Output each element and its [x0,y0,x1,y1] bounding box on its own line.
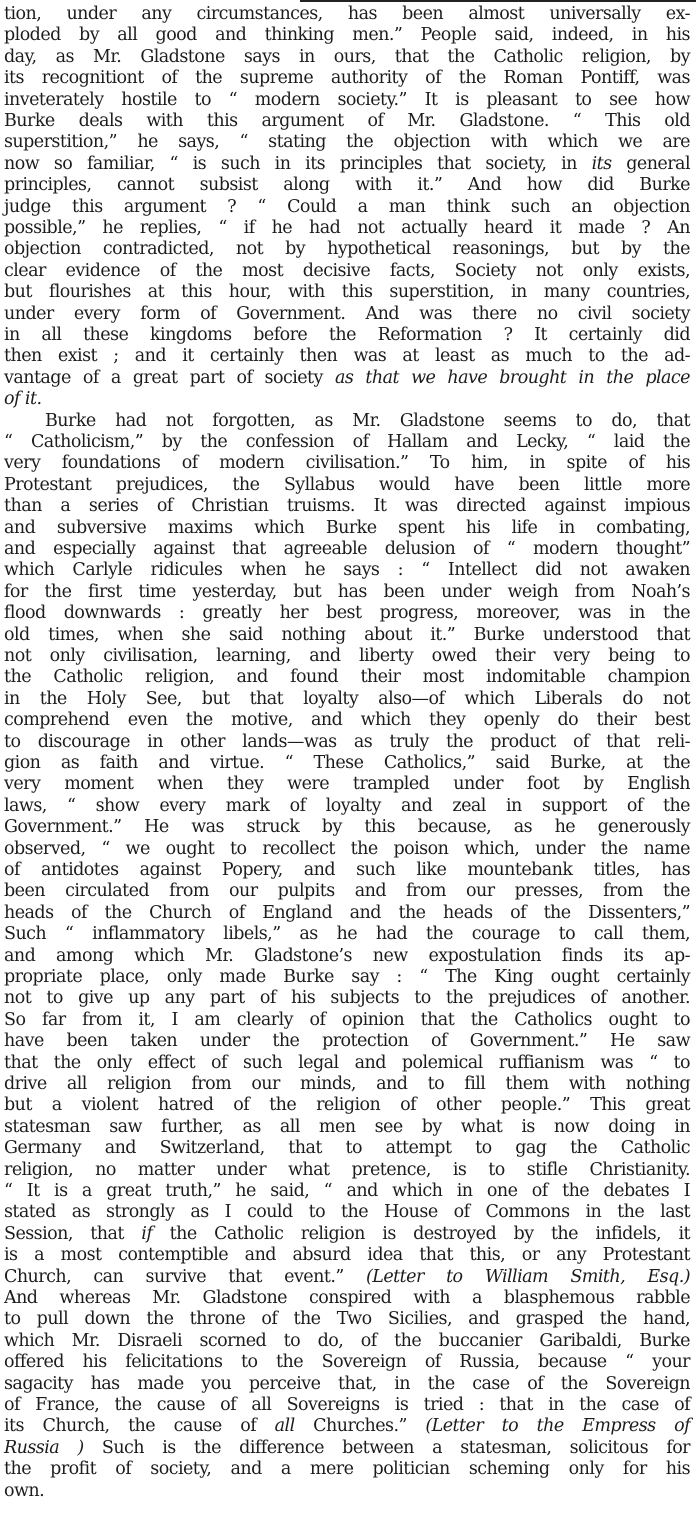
text-line [4,1223,690,1245]
text-line [4,1116,690,1138]
text-line [4,538,690,560]
text-line [4,1201,690,1223]
text-line [4,196,690,218]
text-line [4,987,690,1009]
italic-text: as that we have brought in the place [334,367,690,388]
italic-text: Russia ) [4,1437,84,1458]
text-run: very foundations of modern civilisation.” To him, in spite of his [4,453,690,474]
text-run: under every form of Government. And was there no civil society [4,303,690,324]
text-line [4,1458,690,1480]
text-line [4,1373,690,1395]
text-line [4,495,690,517]
text-line [4,1244,690,1266]
text-line [4,1266,690,1288]
text-run: laws, “ show every mark of loyalty and zeal in support of the [4,795,690,816]
text-run: sagacity has made you perceive that, in the case of the Sovereign [4,1373,690,1394]
text-run: which Mr. Disraeli scorned to do, of the buccanier Garibaldi, Burke [4,1330,690,1351]
text-run: for the first time yesterday, but has been under weigh from Noah’s [4,581,690,602]
text-run: old times, when she said nothing about it.” Burke understood that [4,624,690,645]
text-run: Germany and Switzerland, that to attempt to gag the Catholic [4,1138,690,1159]
text-run: is a most contemptible and absurd idea that this, or any Protestant [4,1245,690,1266]
text-line [4,945,690,967]
text-run: drive all religion from our minds, and to fill them with nothing [4,1074,690,1094]
text-line [4,1159,690,1181]
text-line [4,1052,690,1074]
text-run: now so familiar, “ is such in its principles that society, in [4,153,592,174]
text-run: And whereas Mr. Gladstone conspired with a blasphemous rabble [4,1288,690,1308]
text-line [4,367,690,389]
text-run: in the Holy See, but that loyalty also—of which Liberals do not [4,688,690,709]
text-line [4,902,690,924]
italic-text: its [591,153,612,174]
text-line [4,517,690,539]
text-run: general [611,153,690,174]
text-line [4,238,690,260]
text-line [4,559,690,581]
text-run: principles, cannot subsist along with it.” And how did Burke [4,175,690,196]
text-line [4,816,690,838]
text-run: have been taken under the protection of Government.” He saw [4,1031,690,1052]
text-line [4,923,690,945]
text-line [4,731,690,753]
text-line [4,1030,690,1052]
text-line [4,1073,690,1095]
text-run: the Catholic religion, and found their most indomitable champion [4,667,690,688]
text-run: inveterately hostile to “ modern society.” It is pleasant to see how [4,89,690,110]
text-run: than a series of Christian truisms. It was directed against impious [4,496,690,517]
text-line [4,1394,690,1416]
text-run: in all these kingdoms before the Reformation ? It certainly did [4,325,690,345]
text-run: then exist ; and it certainly then was at least as much to the ad- [4,346,690,367]
text-run: observed, “ we ought to recollect the poison which, under the name [4,838,690,859]
text-line [4,1480,690,1502]
text-run: Burke deals with this argument of Mr. Gladstone. “ This old [4,111,690,131]
text-run: to pull down the throne of the Two Sicilies, and grasped the hand, [4,1309,690,1330]
text-line [4,773,690,795]
text-line [4,645,690,667]
text-run: statesman saw further, as all men see by what is now doing in [4,1116,690,1137]
text-line [4,624,690,646]
text-run: the Catholic religion is destroyed by the infidels, it [152,1223,690,1244]
italic-text: (Letter to the Empress of [425,1416,690,1437]
text-run: comprehend even the motive, and which they openly do their best [4,710,690,731]
text-run: Burke had not forgotten, as Mr. Gladstone seems to do, that [45,410,690,431]
text-run: possible,” he replies, “ if he had not actually heard it made ? An [4,218,690,238]
text-line [4,1287,690,1309]
text-run: Church, can survive that event.” [4,1266,367,1287]
text-line [4,602,690,624]
text-line [4,345,690,367]
italic-text: of it. [4,389,42,410]
text-line [4,795,690,817]
text-line [4,153,690,175]
text-line [4,859,690,881]
text-run: the profit of society, and a mere politician scheming only for his [4,1459,690,1480]
text-line [4,324,690,346]
text-line [45,410,690,432]
text-line [4,281,690,303]
text-run: offered his felicitations to the Sovereign of Russia, because “ your [4,1352,690,1373]
text-line [4,1308,690,1330]
text-line [4,1180,690,1202]
text-run: very moment when they were trampled under foot by English [4,774,690,795]
text-run: superstition,” he says, “ stating the objection with which we are [4,132,690,153]
text-line [4,46,690,68]
text-run: and especially against that agreeable delusion of “ modern thought” [4,539,690,559]
text-run: Protestant prejudices, the Syllabus would have been little more [4,474,690,495]
text-run: but flourishes at this hour, with this superstition, in many countries, [4,282,690,303]
text-line [4,452,690,474]
text-line [4,3,690,25]
text-run: and among which Mr. Gladstone’s new expostulation finds its ap- [4,945,690,966]
text-line [4,1137,690,1159]
text-run: propriate place, only made Burke say : “ The King ought certainly [4,967,690,987]
text-run: Such “ inflammatory libels,” as he had the courage to call them, [4,924,690,945]
text-run: Government.” He was struck by this because, as he generously [4,817,690,838]
text-run: ploded by all good and thinking men.” People said, indeed, in his [4,25,690,46]
text-line [4,581,690,603]
text-run: Session, that [4,1223,142,1244]
text-run: So far from it, I am clearly of opinion that the Catholics ought to [4,1009,690,1030]
text-run: clear evidence of the most decisive facts, Society not only exists, [4,260,690,281]
text-line [4,838,690,860]
text-run: but a violent hatred of the religion of other people.” This great [4,1095,690,1116]
text-run: been circulated from our pulpits and from our presses, from the [4,881,690,902]
text-run: day, as Mr. Gladstone says in ours, that the Catholic religion, by [4,46,690,67]
text-run: tion, under any circumstances, has been almost universally ex- [4,4,690,24]
text-line [4,1415,690,1437]
text-run: of France, the cause of all Sovereigns is tried : that in the case of [4,1395,690,1415]
text-line [4,1437,690,1459]
text-run: heads of the Church of England and the heads of the Dissenters,” [4,902,690,923]
text-run: not to give up any part of his subjects to the prejudices of another. [4,988,690,1009]
text-line [4,1351,690,1373]
text-run: flood downwards : greatly her best progress, moreover, was in the [4,603,690,624]
text-run: own. [4,1480,45,1501]
text-run: which Carlyle ridicules when he says : “ Intellect did not awaken [4,560,690,581]
text-run: not only civilisation, learning, and liberty owed their very being to [4,646,690,666]
text-line [4,880,690,902]
text-run: religion, no matter under what pretence, is to stifle Christianity. [4,1159,690,1180]
text-run: gion as faith and virtue. “ These Catholics,” said Burke, at the [4,753,690,773]
text-line [4,174,690,196]
text-line [4,966,690,988]
text-line [4,1330,690,1352]
text-line [4,303,690,325]
text-line [4,431,690,453]
text-run: “ Catholicism,” by the confession of Hallam and Lecky, “ laid the [4,432,690,452]
text-line [4,688,690,710]
text-run: judge this argument ? “ Could a man think such an objection [4,196,690,217]
text-line [4,260,690,282]
italic-text: all [274,1416,295,1437]
text-line [4,474,690,496]
text-line [4,67,690,89]
text-line [4,24,690,46]
text-line [4,110,690,132]
top-rule [300,0,696,2]
text-run: its Church, the cause of [4,1416,275,1437]
text-line [4,89,690,111]
text-run: and subversive maxims which Burke spent his life in combating, [4,517,690,538]
text-run: Such is the difference between a statesman, solicitous for [83,1437,690,1458]
text-run: that the only effect of such legal and polemical ruffianism was “ to [4,1052,690,1073]
text-line [4,709,690,731]
text-run: to discourage in other lands—was as truly the product of that reli- [4,731,690,752]
text-run: its recognitiont of the supreme authority of the Roman Pontiff, was [4,68,690,89]
text-run: stated as strongly as I could to the House of Commons in the last [4,1202,690,1223]
italic-text: if [141,1223,153,1244]
text-line [4,752,690,774]
text-run: Churches.” [294,1416,426,1437]
text-line [4,666,690,688]
text-line [4,1094,690,1116]
text-line [4,388,690,410]
italic-text: (Letter to William Smith, Esq.) [366,1266,690,1287]
text-line [4,217,690,239]
text-line [4,1009,690,1031]
text-line [4,131,690,153]
text-run: of antidotes against Popery, and such like mountebank titles, has [4,860,690,880]
text-run: vantage of a great part of society [4,367,335,388]
text-run: objection contradicted, not by hypothetical reasonings, but by the [4,239,690,260]
text-run: “ It is a great truth,” he said, “ and which in one of the debates I [4,1181,690,1201]
